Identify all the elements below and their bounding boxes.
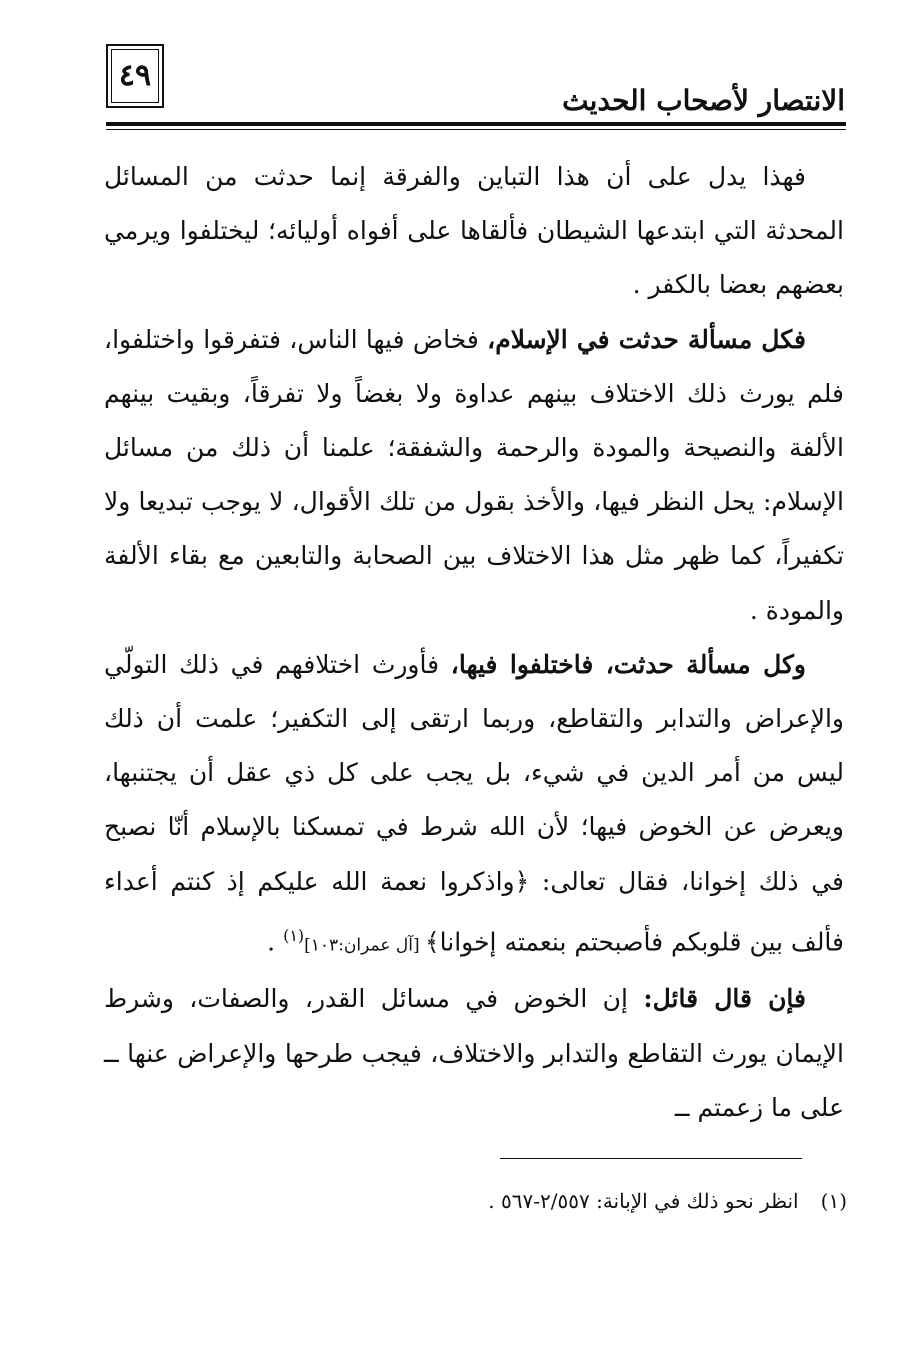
quran-verse: ﴿واذكروا نعمة الله عليكم إذ كنتم أعداء فألف بين قلوبكم فأصبحتم بنعمته إخوانا﴾	[104, 866, 844, 957]
footnote-separator	[500, 1158, 802, 1159]
header-rule-thin	[106, 129, 846, 130]
paragraph-3-text: فأورث اختلافهم في ذلك التولّي والإعراض والتدابر والتقاطع، وربما ارتقى إلى التكفير؛ علمت أن ذلك ليس من أمر الدين في شيء، بل يجب على كل ذي عقل أن يجتنبها، ويعرض عن الخوض فيها؛ لأن الله شرط في تمسكنا بالإسلام أنّا نصبح في ذلك إخوانا، فقال تعالى:	[104, 649, 844, 896]
paragraph-4-text: إن الخوض في مسائل القدر، والصفات، وشرط الإيمان يورث التقاطع والتدابر والاختلاف، فيجب طرحها والإعراض عنها ــ على ما زعمتم ــ	[104, 984, 844, 1122]
page-number-box	[106, 44, 164, 108]
footnote-reference-marker: (١)	[283, 925, 305, 945]
paragraph-3-lead: وكل مسألة حدثت، فاختلفوا فيها،	[450, 649, 806, 679]
paragraph-4	[104, 972, 844, 1135]
verse-reference: [آل عمران:١٠٣]	[304, 935, 426, 956]
body-text	[104, 150, 844, 1135]
paragraph-2-text: فخاض فيها الناس، فتفرقوا واختلفوا، فلم يورث ذلك الاختلاف بينهم عداوة ولا بغضاً ولا تفرقاً، وبقيت بينهم الألفة والنصيحة والمودة والرحمة والشفقة؛ علمنا أن ذلك من مسائل الإسلام: يحل النظر فيها، والأخذ بقول من تلك الأقوال، لا يوجب تبديعا ولا تكفيراً، كما ظهر مثل هذا الاختلاف بين الصحابة والتابعين مع بقاء الألفة والمودة .	[104, 324, 844, 625]
header-rule-thick	[106, 122, 846, 126]
paragraph-1	[104, 150, 844, 313]
page-number: ٤٩	[118, 58, 152, 93]
paragraph-3-end: .	[267, 927, 284, 957]
footnote-text: انظر نحو ذلك في الإبانة: ٢/٥٥٧-٥٦٧ .	[488, 1189, 799, 1213]
paragraph-3	[104, 638, 844, 973]
running-title: الانتصار لأصحاب الحديث	[562, 84, 845, 117]
paragraph-2-lead: فكل مسألة حدثت في الإسلام،	[487, 324, 806, 354]
paragraph-4-lead: فإن قال قائل:	[643, 984, 806, 1014]
footnote	[107, 1184, 847, 1218]
paragraph-1-text: فهذا يدل على أن هذا التباين والفرقة إنما حدثت من المسائل المحدثة التي ابتدعها الشيطان فألقاها على أفواه أوليائه؛ ليختلفوا ويرمي بعضهم بعضا بالكفر .	[104, 162, 844, 300]
footnote-marker: (١)	[820, 1189, 847, 1213]
paragraph-2	[104, 313, 844, 638]
